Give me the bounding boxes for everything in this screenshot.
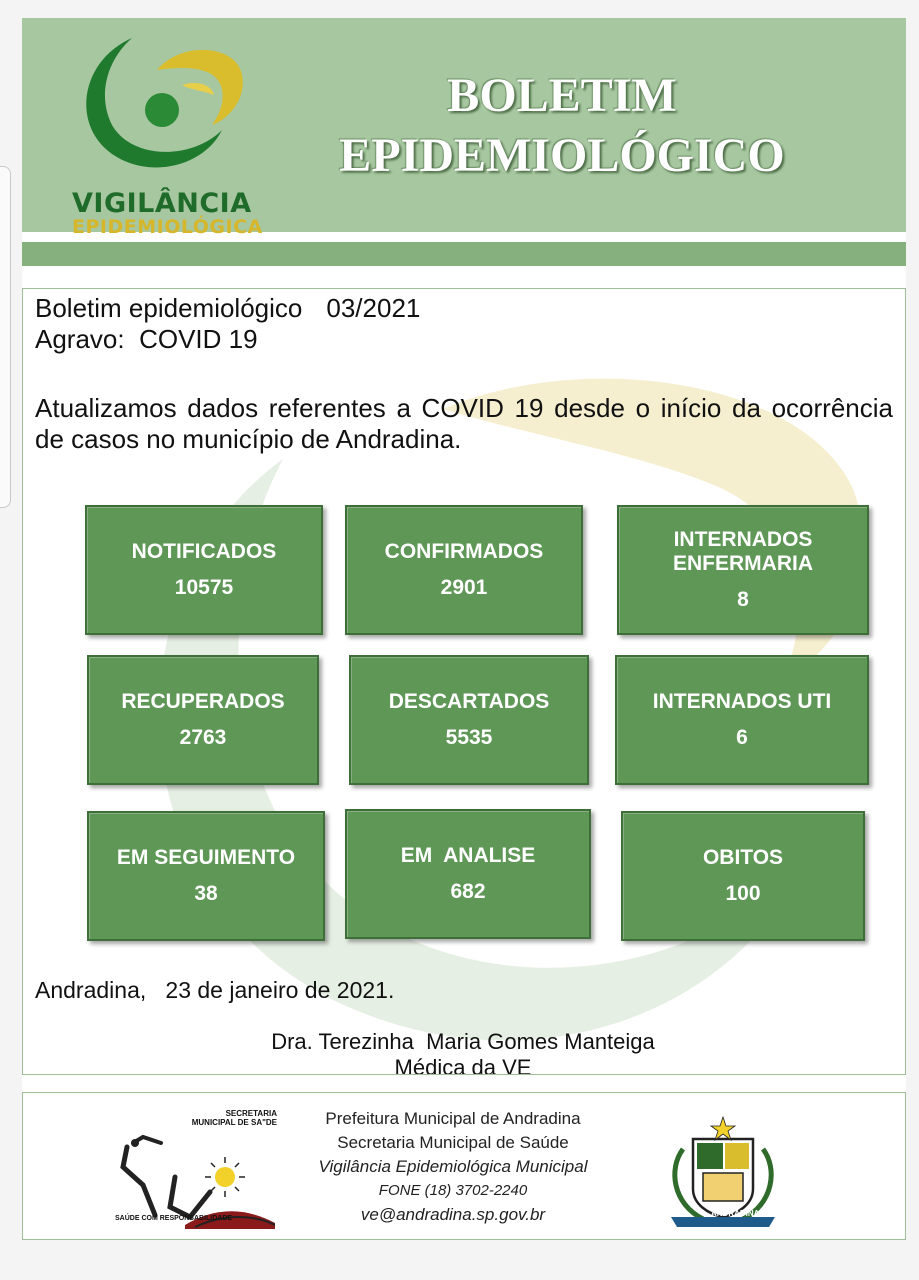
vigilancia-logo	[62, 30, 263, 238]
stat-value: 682	[450, 880, 486, 903]
logo-text-epidemiologica: EPIDEMIOLÓGICA	[72, 216, 263, 238]
stat-value: 38	[194, 882, 218, 905]
side-panel-handle[interactable]	[0, 166, 11, 508]
stat-value: 2763	[179, 726, 227, 749]
bulletin-intro	[35, 293, 895, 355]
header-stripe	[22, 242, 906, 266]
stethoscope-sun-icon	[115, 1107, 275, 1232]
stat-tile-internados-uti	[615, 655, 869, 785]
stat-tile-recuperados	[87, 655, 319, 785]
footer-box	[22, 1092, 906, 1240]
signer-name: Dra. Terezinha Maria Gomes Manteiga	[271, 1029, 655, 1054]
org-phone: FONE (18) 3702-2240	[378, 1182, 528, 1199]
title-line-2: EPIDEMIOLÓGICO	[339, 129, 785, 182]
logo-swirl-icon	[62, 30, 262, 190]
stat-label: OBITOS	[702, 846, 784, 869]
stat-tile-confirmados	[345, 505, 583, 635]
stat-label: CONFIRMADOS	[384, 540, 544, 563]
bulletin-label: Boletim epidemiológico	[35, 293, 303, 323]
stat-tile-em-seguimento	[87, 811, 325, 941]
closing-date-line	[35, 977, 394, 1004]
stat-value: 2901	[440, 576, 488, 599]
secretaria-logo-slogan: SAÚDE COM RESPONSABILIDADE	[115, 1215, 233, 1222]
stat-value: 8	[737, 588, 749, 611]
stat-tile-obitos	[621, 811, 865, 941]
stat-tile-notificados	[85, 505, 323, 635]
org-line-vigilancia: Vigilância Epidemiológica Municipal	[318, 1157, 588, 1176]
bulletin-sheet	[22, 18, 906, 1240]
title-line-1: BOLETIM	[447, 69, 677, 122]
stat-value: 100	[725, 882, 761, 905]
crest-label: ANDRADINA	[711, 1209, 760, 1218]
stat-label: INTERNADOS UTI	[652, 690, 832, 713]
stat-value: 5535	[445, 726, 493, 749]
org-email[interactable]: ve@andradina.sp.gov.br	[360, 1205, 546, 1224]
secretaria-logo	[115, 1107, 275, 1232]
org-line-prefeitura: Prefeitura Municipal de Andradina	[325, 1109, 581, 1128]
stat-tile-descartados	[349, 655, 589, 785]
stat-value: 6	[736, 726, 748, 749]
secretaria-logo-text: SECRETARIA MUNICIPAL DE SA"DE	[191, 1109, 277, 1127]
stat-label: NOTIFICADOS	[131, 540, 277, 563]
intro-paragraph: Atualizamos dados referentes a COVID 19 desde o início da ocorrência de casos no município de Andradina.	[35, 393, 893, 454]
stat-tile-internados-enfermaria	[617, 505, 869, 635]
logo-text-vigilancia: VIGILÂNCIA	[72, 188, 252, 219]
stat-label: RECUPERADOS	[121, 690, 285, 713]
bulletin-body	[22, 288, 906, 1075]
stat-label: DESCARTADOS	[388, 690, 550, 713]
bulletin-number-line	[35, 293, 895, 324]
header-banner	[22, 18, 906, 238]
page-title	[252, 66, 872, 186]
org-line-secretaria: Secretaria Municipal de Saúde	[337, 1133, 569, 1152]
agravo-label: Agravo:	[35, 324, 125, 354]
organization-info	[293, 1107, 613, 1227]
closing-city: Andradina,	[35, 977, 147, 1003]
agravo-value: COVID 19	[139, 324, 258, 354]
stat-label: EM ANALISE	[400, 844, 536, 867]
signature-block	[223, 1029, 703, 1075]
bulletin-number: 03/2021	[326, 293, 421, 323]
agravo-line	[35, 324, 895, 355]
closing-date: 23 de janeiro de 2021.	[165, 977, 395, 1003]
stat-label: INTERNADOS ENFERMARIA	[673, 528, 813, 575]
stat-tile-em-analise	[345, 809, 591, 939]
stat-value: 10575	[174, 576, 234, 599]
signer-role: Médica da VE	[394, 1055, 532, 1075]
stat-label: EM SEGUIMENTO	[116, 846, 296, 869]
